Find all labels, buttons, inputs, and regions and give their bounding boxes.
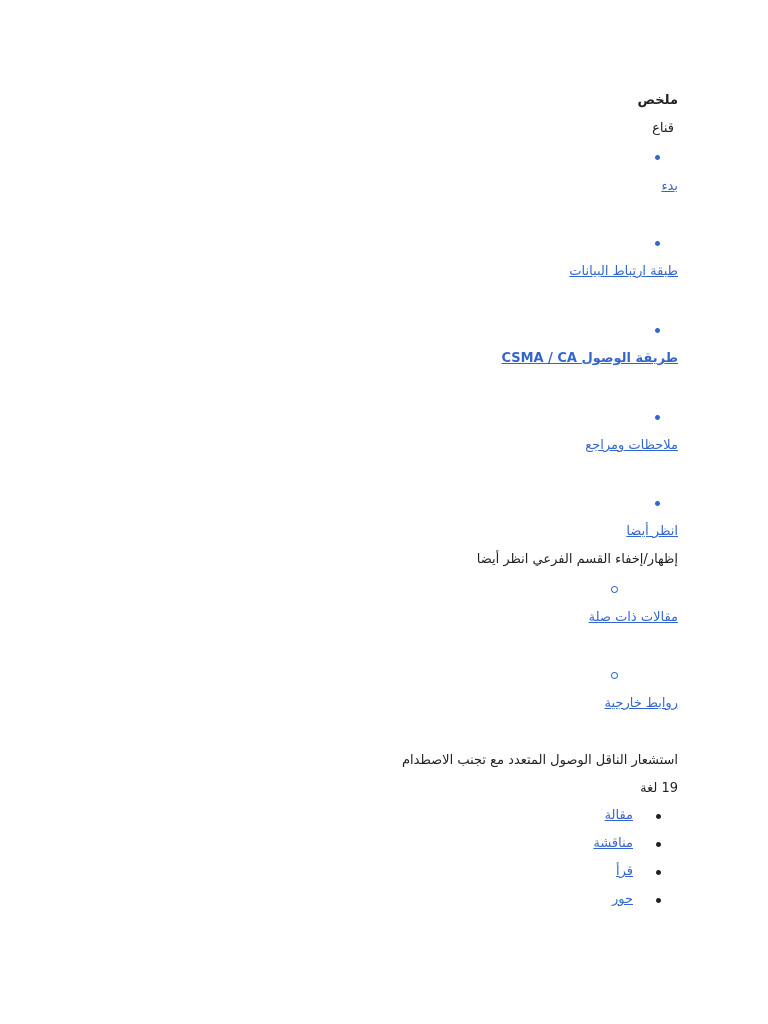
- toc-title: ملخص: [637, 93, 678, 108]
- toc-bullet-icon: [655, 241, 660, 246]
- toc-item-see-also[interactable]: انظر أيضا: [626, 524, 678, 539]
- list-bullet-icon: [656, 898, 661, 903]
- tab-article-link[interactable]: مقالة: [604, 808, 633, 823]
- toc-bullet-icon: [655, 501, 660, 506]
- page-tabs: [593, 806, 678, 918]
- tab-read: [593, 862, 678, 890]
- list-bullet-icon: [656, 814, 661, 819]
- tab-edit: [593, 890, 678, 918]
- page-title: استشعار الناقل الوصول المتعدد مع تجنب الاصطدام: [401, 753, 678, 768]
- toc-item-notes-references[interactable]: ملاحظات ومراجع: [585, 438, 678, 453]
- toc-bullet-icon: [655, 328, 660, 333]
- tab-article: [593, 806, 678, 834]
- list-bullet-icon: [656, 842, 661, 847]
- list-bullet-icon: [656, 870, 661, 875]
- toc-item-data-link-layer[interactable]: طبقة ارتباط البيانات: [569, 264, 678, 279]
- toc-subsection-toggle[interactable]: إظهار/إخفاء القسم الفرعي انظر أيضا: [476, 552, 678, 567]
- toc-bullet-icon: [655, 415, 660, 420]
- toc-item-csma-ca[interactable]: طريقة الوصول CSMA / CA: [501, 351, 678, 366]
- toc-subitem-external-links[interactable]: روابط خارجية: [604, 696, 678, 711]
- toc-subitem-related-articles[interactable]: مقالات ذات صلة: [588, 610, 678, 625]
- toc-subbullet-icon: [611, 672, 618, 679]
- tab-edit-link[interactable]: حور: [611, 892, 633, 907]
- tab-discussion: [593, 834, 678, 862]
- toc-toggle-button[interactable]: قناع: [652, 121, 674, 136]
- tab-discussion-link[interactable]: مناقشة: [593, 836, 633, 851]
- toc-item-beginning[interactable]: بدء: [661, 179, 678, 194]
- toc-subbullet-icon: [611, 586, 618, 593]
- tab-read-link[interactable]: قرأ: [616, 864, 633, 879]
- language-selector[interactable]: 19 لغة: [640, 781, 678, 796]
- toc-bullet-icon: [655, 155, 660, 160]
